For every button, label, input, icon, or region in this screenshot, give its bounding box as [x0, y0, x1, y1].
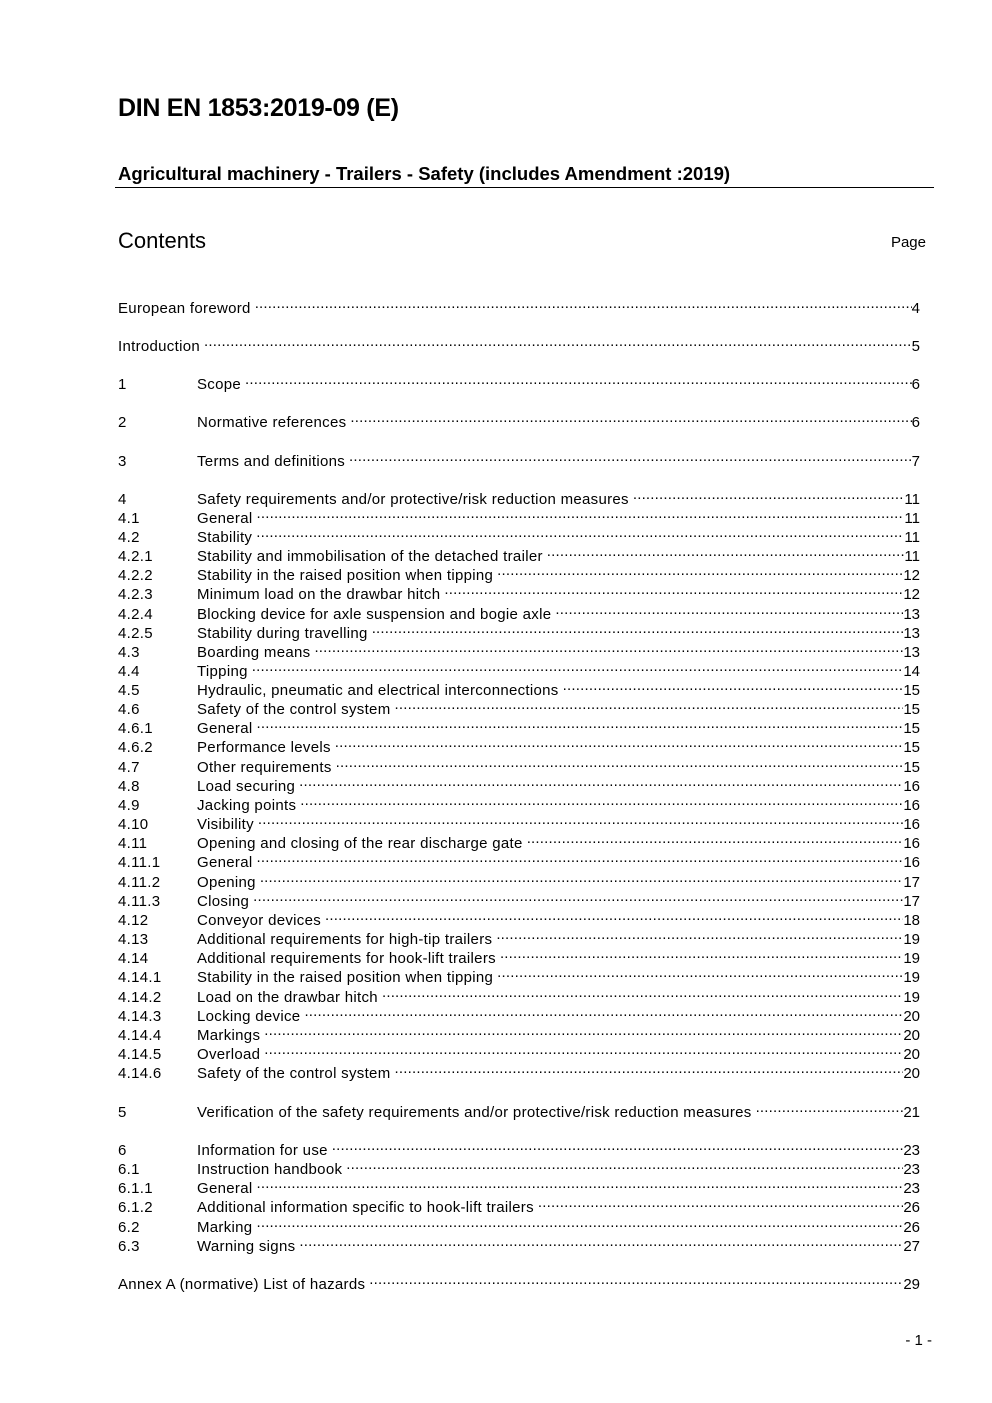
toc-entry-page: 20 [903, 1046, 920, 1063]
toc-entry-page: 20 [903, 1065, 920, 1082]
toc-entry-number: 4.3 [118, 644, 140, 661]
toc-entry-number: 4.4 [118, 663, 140, 680]
toc-entry-title: Jacking points [197, 797, 297, 814]
toc-dot-leader [256, 1213, 903, 1232]
toc-entry-title: General [197, 854, 253, 871]
toc-dot-leader [444, 580, 903, 599]
toc-entry-number: 4.2.3 [118, 586, 153, 603]
toc-entry-page: 11 [904, 510, 920, 527]
toc-entry-title: Additional requirements for hook-lift trailers [197, 950, 496, 967]
toc-entry-page: 26 [903, 1199, 920, 1216]
toc-dot-leader [497, 561, 903, 580]
toc-entry[interactable] [118, 580, 920, 603]
toc-dot-leader [255, 294, 912, 313]
toc-entry-page: 16 [903, 778, 920, 795]
toc-entry-title: Opening and closing of the rear discharge gate [197, 835, 523, 852]
toc-entry-page: 23 [903, 1180, 920, 1197]
toc-dot-leader [555, 600, 903, 619]
toc-entry-number: 4.6.2 [118, 739, 153, 756]
toc-entry-page: 6 [911, 414, 920, 431]
toc-entry[interactable] [118, 848, 920, 871]
toc-entry[interactable] [118, 294, 920, 317]
toc-entry-number: 6.1.2 [118, 1199, 153, 1216]
toc-entry-number: 4.14.4 [118, 1027, 162, 1044]
toc-dot-leader [256, 504, 904, 523]
toc-dot-leader [394, 1059, 903, 1078]
toc-dot-leader [500, 944, 903, 963]
toc-dot-leader [369, 1270, 903, 1289]
toc-entry-title: Conveyor devices [197, 912, 322, 929]
toc-entry-number: 4.2.2 [118, 567, 153, 584]
toc-entry[interactable] [118, 868, 920, 891]
toc-entry-title: Normative references [197, 414, 347, 431]
toc-entry-number: 4.6.1 [118, 720, 153, 737]
toc-entry-title: Overload [197, 1046, 261, 1063]
toc-entry[interactable] [118, 561, 920, 584]
toc-entry-title: Stability [197, 529, 253, 546]
toc-entry-title: Markings [197, 1027, 261, 1044]
toc-entry-number: 6 [118, 1142, 127, 1159]
toc-entry[interactable] [118, 1040, 920, 1063]
toc-entry-page: 17 [903, 893, 920, 910]
toc-entry[interactable] [118, 1193, 920, 1216]
toc-entry-page: 20 [903, 1027, 920, 1044]
toc-entry[interactable] [118, 485, 920, 508]
toc-entry-title: Opening [197, 874, 256, 891]
toc-entry[interactable] [118, 772, 920, 795]
toc-entry-page: 13 [903, 606, 920, 623]
toc-entry[interactable] [118, 1136, 920, 1159]
toc-entry[interactable] [118, 600, 920, 623]
toc-entry[interactable] [118, 619, 920, 642]
toc-entry[interactable] [118, 542, 920, 565]
toc-entry[interactable] [118, 1232, 920, 1255]
toc-entry-page: 16 [903, 797, 920, 814]
toc-entry-page: 18 [903, 912, 920, 929]
toc-entry-number: 4.13 [118, 931, 149, 948]
toc-dot-leader [260, 868, 904, 887]
toc-entry-page: 23 [903, 1161, 920, 1178]
toc-entry[interactable] [118, 1213, 920, 1236]
toc-entry-page: 12 [903, 567, 920, 584]
toc-entry[interactable] [118, 925, 920, 948]
toc-entry-number: 4.10 [118, 816, 149, 833]
toc-entry-number: 4.2.4 [118, 606, 153, 623]
toc-entry[interactable] [118, 963, 920, 986]
toc-entry-page: 16 [903, 835, 920, 852]
toc-entry-title: Warning signs [197, 1238, 296, 1255]
toc-entry-page: 11 [904, 548, 920, 565]
toc-dot-leader [299, 772, 903, 791]
toc-entry-page: 16 [903, 854, 920, 871]
toc-entry-title: Performance levels [197, 739, 331, 756]
toc-entry-number: 4.11.3 [118, 893, 161, 910]
toc-entry[interactable] [118, 332, 920, 355]
toc-entry-number: 4.14.3 [118, 1008, 162, 1025]
toc-entry[interactable] [118, 1155, 920, 1178]
toc-entry-page: 20 [903, 1008, 920, 1025]
toc-dot-leader [349, 447, 912, 466]
toc-entry-number: 4.8 [118, 778, 140, 795]
toc-entry-title: Locking device [197, 1008, 301, 1025]
toc-dot-leader [256, 523, 904, 542]
toc-dot-leader [756, 1098, 904, 1117]
toc-entry-number: 4.6 [118, 701, 140, 718]
toc-entry-title: Closing [197, 893, 250, 910]
page-column-label: Page [890, 234, 926, 251]
toc-dot-leader [204, 332, 912, 351]
toc-entry-title: Load on the drawbar hitch [197, 989, 378, 1006]
toc-dot-leader [335, 733, 904, 752]
toc-entry-page: 16 [903, 816, 920, 833]
toc-entry-number: 6.1 [118, 1161, 140, 1178]
toc-entry-page: 15 [903, 759, 920, 776]
toc-entry-title: Safety of the control system [197, 1065, 391, 1082]
toc-dot-leader [300, 791, 903, 810]
toc-dot-leader [252, 657, 904, 676]
toc-entry[interactable] [118, 523, 920, 546]
toc-entry-number: 5 [118, 1104, 127, 1121]
toc-entry-number: 4.14.6 [118, 1065, 162, 1082]
toc-dot-leader [547, 542, 905, 561]
toc-entry-title: Information for use [197, 1142, 328, 1159]
toc-entry-page: 11 [904, 491, 920, 508]
toc-entry-title: Terms and definitions [197, 453, 346, 470]
toc-entry-number: 4.11 [118, 835, 148, 852]
toc-entry-title: Safety of the control system [197, 701, 391, 718]
page-number: - 1 - [905, 1332, 932, 1349]
toc-dot-leader [332, 1136, 904, 1155]
toc-entry[interactable] [118, 408, 920, 431]
toc-entry-number: 4.7 [118, 759, 140, 776]
toc-entry-page: 15 [903, 682, 920, 699]
toc-entry-page: 26 [903, 1219, 920, 1236]
toc-dot-leader [633, 485, 905, 504]
toc-dot-leader [258, 810, 903, 829]
toc-entry-page: 17 [903, 874, 920, 891]
toc-entry-page: 13 [903, 625, 920, 642]
toc-entry-number: 4.12 [118, 912, 149, 929]
toc-dot-leader [264, 1040, 903, 1059]
toc-entry[interactable] [118, 1098, 920, 1121]
toc-entry[interactable] [118, 657, 920, 680]
toc-dot-leader [336, 753, 904, 772]
toc-entry[interactable] [118, 1174, 920, 1197]
toc-entry-title: Additional information specific to hook-lift trailers [197, 1199, 534, 1216]
toc-entry-title: Hydraulic, pneumatic and electrical interconnections [197, 682, 559, 699]
toc-entry[interactable] [118, 676, 920, 699]
toc-entry-page: 29 [903, 1276, 920, 1293]
toc-dot-leader [253, 887, 903, 906]
toc-entry[interactable] [118, 983, 920, 1006]
toc-entry-title: Minimum load on the drawbar hitch [197, 586, 441, 603]
toc-dot-leader [527, 829, 904, 848]
toc-entry-number: 4.11.2 [118, 874, 161, 891]
toc-entry[interactable] [118, 695, 920, 718]
toc-entry-number: 4 [118, 491, 127, 508]
toc-dot-leader [256, 848, 903, 867]
toc-entry-title: Introduction [118, 338, 200, 355]
toc-entry[interactable] [118, 1270, 920, 1293]
toc-entry-title: Load securing [197, 778, 296, 795]
toc-entry-title: Marking [197, 1219, 253, 1236]
toc-entry-page: 14 [903, 663, 920, 680]
toc-dot-leader [497, 963, 903, 982]
toc-entry-page: 21 [903, 1104, 920, 1121]
toc-entry-title: Stability during travelling [197, 625, 368, 642]
toc-entry-page: 19 [903, 989, 920, 1006]
toc-dot-leader [538, 1193, 903, 1212]
toc-dot-leader [325, 906, 903, 925]
toc-entry-title: Stability in the raised position when tipping [197, 969, 494, 986]
toc-entry-number: 6.1.1 [118, 1180, 153, 1197]
toc-dot-leader [350, 408, 911, 427]
toc-entry-title: Verification of the safety requirements and/or protective/risk reduction measures [197, 1104, 752, 1121]
toc-entry[interactable] [118, 714, 920, 737]
toc-entry-page: 5 [911, 338, 920, 355]
toc-dot-leader [256, 1174, 903, 1193]
toc-dot-leader [394, 695, 903, 714]
toc-entry-number: 4.2 [118, 529, 140, 546]
toc-entry-page: 15 [903, 701, 920, 718]
toc-entry-number: 4.1 [118, 510, 140, 527]
toc-entry-title: European foreword [118, 300, 251, 317]
contents-heading: Contents [118, 228, 207, 253]
toc-entry[interactable] [118, 791, 920, 814]
toc-entry-page: 23 [903, 1142, 920, 1159]
toc-dot-leader [264, 1021, 903, 1040]
toc-entry[interactable] [118, 753, 920, 776]
toc-dot-leader [314, 638, 903, 657]
toc-dot-leader [382, 983, 903, 1002]
toc-entry-page: 13 [903, 644, 920, 661]
toc-dot-leader [346, 1155, 903, 1174]
toc-entry[interactable] [118, 638, 920, 661]
toc-entry-title: Annex A (normative) List of hazards [118, 1276, 366, 1293]
toc-entry-page: 6 [911, 376, 920, 393]
toc-entry-title: General [197, 720, 253, 737]
toc-entry-number: 4.11.1 [118, 854, 161, 871]
toc-dot-leader [256, 714, 903, 733]
toc-entry-number: 4.14.2 [118, 989, 162, 1006]
toc-entry-page: 11 [904, 529, 920, 546]
toc-entry[interactable] [118, 944, 920, 967]
toc-entry[interactable] [118, 370, 920, 393]
toc-entry-number: 4.14.5 [118, 1046, 162, 1063]
toc-entry-title: Other requirements [197, 759, 332, 776]
toc-entry-number: 4.9 [118, 797, 140, 814]
document-title: Agricultural machinery - Trailers - Safety (includes Amendment :2019) [118, 163, 731, 184]
toc-entry[interactable] [118, 733, 920, 756]
toc-entry-number: 4.2.1 [118, 548, 153, 565]
toc-entry-title: General [197, 510, 253, 527]
toc-dot-leader [299, 1232, 903, 1251]
toc-entry-title: Instruction handbook [197, 1161, 343, 1178]
toc-entry-number: 6.3 [118, 1238, 140, 1255]
toc-entry-page: 19 [903, 950, 920, 967]
toc-entry-title: Stability in the raised position when tipping [197, 567, 494, 584]
toc-entry[interactable] [118, 906, 920, 929]
toc-entry-number: 4.2.5 [118, 625, 153, 642]
toc-entry-page: 19 [903, 931, 920, 948]
toc-dot-leader [245, 370, 912, 389]
document-id: DIN EN 1853:2019-09 (E) [118, 94, 399, 122]
toc-entry-page: 7 [911, 453, 920, 470]
toc-entry-number: 4.14.1 [118, 969, 162, 986]
toc-dot-leader [496, 925, 903, 944]
toc-entry-number: 6.2 [118, 1219, 140, 1236]
toc-entry[interactable] [118, 887, 920, 910]
toc-entry-page: 15 [903, 739, 920, 756]
toc-entry-page: 19 [903, 969, 920, 986]
toc-entry-title: Tipping [197, 663, 248, 680]
toc-entry-page: 4 [911, 300, 920, 317]
toc-entry[interactable] [118, 504, 920, 527]
toc-entry-title: Additional requirements for high-tip trailers [197, 931, 493, 948]
toc-entry-number: 2 [118, 414, 127, 431]
toc-entry-number: 4.5 [118, 682, 140, 699]
toc-entry-title: Visibility [197, 816, 254, 833]
toc-entry-title: Scope [197, 376, 242, 393]
toc-entry-number: 1 [118, 376, 127, 393]
toc-entry-number: 3 [118, 453, 127, 470]
toc-entry-page: 15 [903, 720, 920, 737]
toc-entry-page: 27 [903, 1238, 920, 1255]
toc-entry-title: General [197, 1180, 253, 1197]
toc-entry[interactable] [118, 447, 920, 470]
toc-entry[interactable] [118, 1002, 920, 1025]
toc-entry-title: Boarding means [197, 644, 311, 661]
toc-entry-title: Stability and immobilisation of the detached trailer [197, 548, 543, 565]
toc-entry[interactable] [118, 1021, 920, 1044]
toc-entry-page: 12 [903, 586, 920, 603]
toc-dot-leader [372, 619, 904, 638]
toc-dot-leader [304, 1002, 903, 1021]
toc-entry-number: 4.14 [118, 950, 149, 967]
toc-entry-title: Safety requirements and/or protective/risk reduction measures [197, 491, 629, 508]
toc-entry[interactable] [118, 829, 920, 852]
toc-dot-leader [563, 676, 904, 695]
toc-entry[interactable] [118, 810, 920, 833]
toc-entry[interactable] [118, 1059, 920, 1082]
title-rule [115, 187, 934, 188]
toc-entry-title: Blocking device for axle suspension and bogie axle [197, 606, 552, 623]
